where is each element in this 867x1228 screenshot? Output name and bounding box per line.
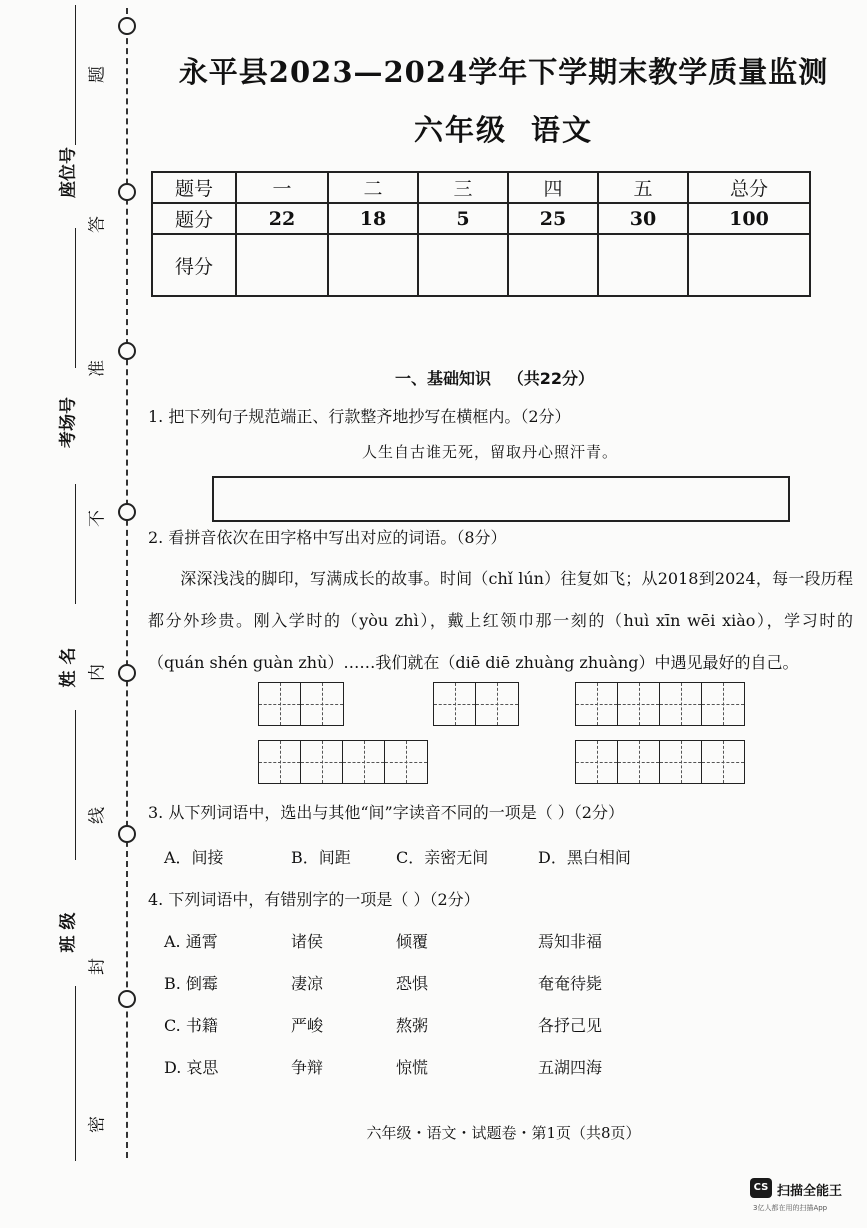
q4-option-word: 五湖四海: [538, 1058, 603, 1077]
name-label: 姓 名: [58, 647, 79, 688]
tianzige-answer-4[interactable]: [258, 740, 428, 784]
margin-char: 封: [87, 958, 108, 975]
score-cell[interactable]: [328, 234, 418, 296]
question-4: 4. 下列词语中，有错别字的一项是（ ）（2分）: [148, 890, 480, 909]
score-cell[interactable]: [236, 234, 328, 296]
binding-hole: [118, 990, 136, 1008]
blank-line: [75, 228, 76, 368]
tianzige-cell[interactable]: [618, 683, 660, 725]
exam-subtitle: [140, 108, 867, 149]
watermark-name: 扫描全能王: [777, 1184, 843, 1199]
tianzige-cell[interactable]: [660, 683, 702, 725]
camscanner-logo-icon: CS: [750, 1178, 772, 1198]
question-1: 1. 把下列句子规范端正、行款整齐地抄写在横框内。（2分）: [148, 407, 571, 426]
tianzige-cell[interactable]: [385, 741, 427, 783]
row-label: 题分: [152, 203, 236, 234]
grade-text: 六年级: [413, 113, 507, 147]
tianzige-answer-3[interactable]: [575, 682, 745, 726]
score-cell[interactable]: [688, 234, 810, 296]
score-value: 100: [688, 203, 810, 234]
q3-option-a[interactable]: A．间接: [164, 848, 224, 867]
score-table: [151, 171, 811, 297]
tianzige-cell[interactable]: [434, 683, 476, 725]
column-header: 一: [236, 172, 328, 203]
q4-option-b[interactable]: B. 倒霉: [164, 974, 218, 993]
q4-option-word: 严峻: [291, 1016, 324, 1035]
tianzige-cell[interactable]: [476, 683, 518, 725]
score-value: 22: [236, 203, 328, 234]
binding-hole: [118, 503, 136, 521]
q4-option-word: 熬粥: [396, 1016, 429, 1035]
margin-char: 答: [87, 216, 108, 233]
score-value: 30: [598, 203, 688, 234]
blank-line: [75, 986, 76, 1161]
column-header: 三: [418, 172, 508, 203]
page-footer: 六年级・语文・试题卷・第1页（共8页）: [366, 1124, 641, 1142]
row-label: 得分: [152, 234, 236, 296]
tianzige-cell[interactable]: [259, 741, 301, 783]
subject-text: 语文: [531, 113, 594, 147]
binding-dashed-line: [126, 8, 128, 1158]
q4-option-word: 争辩: [291, 1058, 324, 1077]
tianzige-answer-2[interactable]: [433, 682, 519, 726]
tianzige-cell[interactable]: [618, 741, 660, 783]
section-title: 一、基础知识 （共22分）: [395, 369, 594, 388]
binding-hole: [118, 825, 136, 843]
tianzige-cell[interactable]: [576, 683, 618, 725]
score-cell[interactable]: [418, 234, 508, 296]
exam-room-label: 考场号: [58, 397, 79, 448]
q3-option-d[interactable]: D．黑白相间: [538, 848, 631, 867]
watermark-subtitle: 3亿人都在用的扫描App: [753, 1204, 828, 1212]
question-2-text: 深深浅浅的脚印，写满成长的故事。时间（chǐ lún）往复如飞；从2018到2024，每一段历程都分外珍贵。刚入学时的（yòu zhì），戴上红领巾那一刻的（huì xīn wēi xiào），学习时的（quán shén guàn zhù）……我们就在（diē diē zhuàng zhuàng）中遇见最好的自己。: [148, 569, 853, 672]
binding-hole: [118, 342, 136, 360]
exam-title: 永平县2023—2024学年下学期末教学质量监测: [178, 55, 829, 89]
blank-line: [75, 484, 76, 604]
tianzige-cell[interactable]: [660, 741, 702, 783]
tianzige-answer-5[interactable]: [575, 740, 745, 784]
q4-option-c[interactable]: C. 书籍: [164, 1016, 218, 1035]
tianzige-cell[interactable]: [343, 741, 385, 783]
margin-char: 不: [87, 510, 108, 527]
q4-option-a[interactable]: A. 通霄: [164, 932, 218, 951]
question-3: 3. 从下列词语中，选出与其他“间”字读音不同的一项是（ ）（2分）: [148, 803, 624, 822]
margin-char: 题: [87, 66, 108, 83]
blank-line: [75, 5, 76, 145]
q4-option-word: 各抒己见: [538, 1016, 603, 1035]
score-cell[interactable]: [508, 234, 598, 296]
seat-number-label: 座位号: [58, 147, 79, 198]
copy-answer-box[interactable]: [212, 476, 790, 522]
tianzige-cell[interactable]: [702, 741, 744, 783]
margin-char: 线: [87, 807, 108, 824]
class-label: 班 级: [58, 912, 79, 953]
tianzige-cell[interactable]: [259, 683, 301, 725]
blank-line: [75, 710, 76, 860]
question-2: 2. 看拼音依次在田字格中写出对应的词语。（8分）: [148, 528, 507, 547]
q3-option-c[interactable]: C．亲密无间: [396, 848, 489, 867]
column-header: 二: [328, 172, 418, 203]
binding-hole: [118, 664, 136, 682]
margin-char: 准: [87, 360, 108, 377]
tianzige-cell[interactable]: [301, 741, 343, 783]
score-value: 18: [328, 203, 418, 234]
question-1-quote: 人生自古谁无死，留取丹心照汗青。: [362, 443, 619, 461]
margin-char: 密: [87, 1116, 108, 1133]
row-label: 题号: [152, 172, 236, 203]
q4-option-word: 奄奄待毙: [538, 974, 603, 993]
column-header: 四: [508, 172, 598, 203]
tianzige-cell[interactable]: [301, 683, 343, 725]
binding-hole: [118, 183, 136, 201]
tianzige-cell[interactable]: [576, 741, 618, 783]
q4-option-word: 倾覆: [396, 932, 429, 951]
tianzige-answer-1[interactable]: [258, 682, 344, 726]
question-2-paragraph: [148, 558, 853, 684]
q4-option-word: 焉知非福: [538, 932, 603, 951]
q4-option-word: 凄凉: [291, 974, 324, 993]
score-cell[interactable]: [598, 234, 688, 296]
q4-option-word: 惊慌: [396, 1058, 429, 1077]
tianzige-cell[interactable]: [702, 683, 744, 725]
margin-char: 内: [87, 664, 108, 681]
q4-option-word: 恐惧: [396, 974, 429, 993]
column-header: 五: [598, 172, 688, 203]
binding-hole: [118, 17, 136, 35]
q4-option-d[interactable]: D. 哀思: [164, 1058, 219, 1077]
q4-option-word: 诸侯: [291, 932, 324, 951]
q3-option-b[interactable]: B．间距: [291, 848, 351, 867]
score-value: 25: [508, 203, 598, 234]
column-header: 总分: [688, 172, 810, 203]
score-value: 5: [418, 203, 508, 234]
